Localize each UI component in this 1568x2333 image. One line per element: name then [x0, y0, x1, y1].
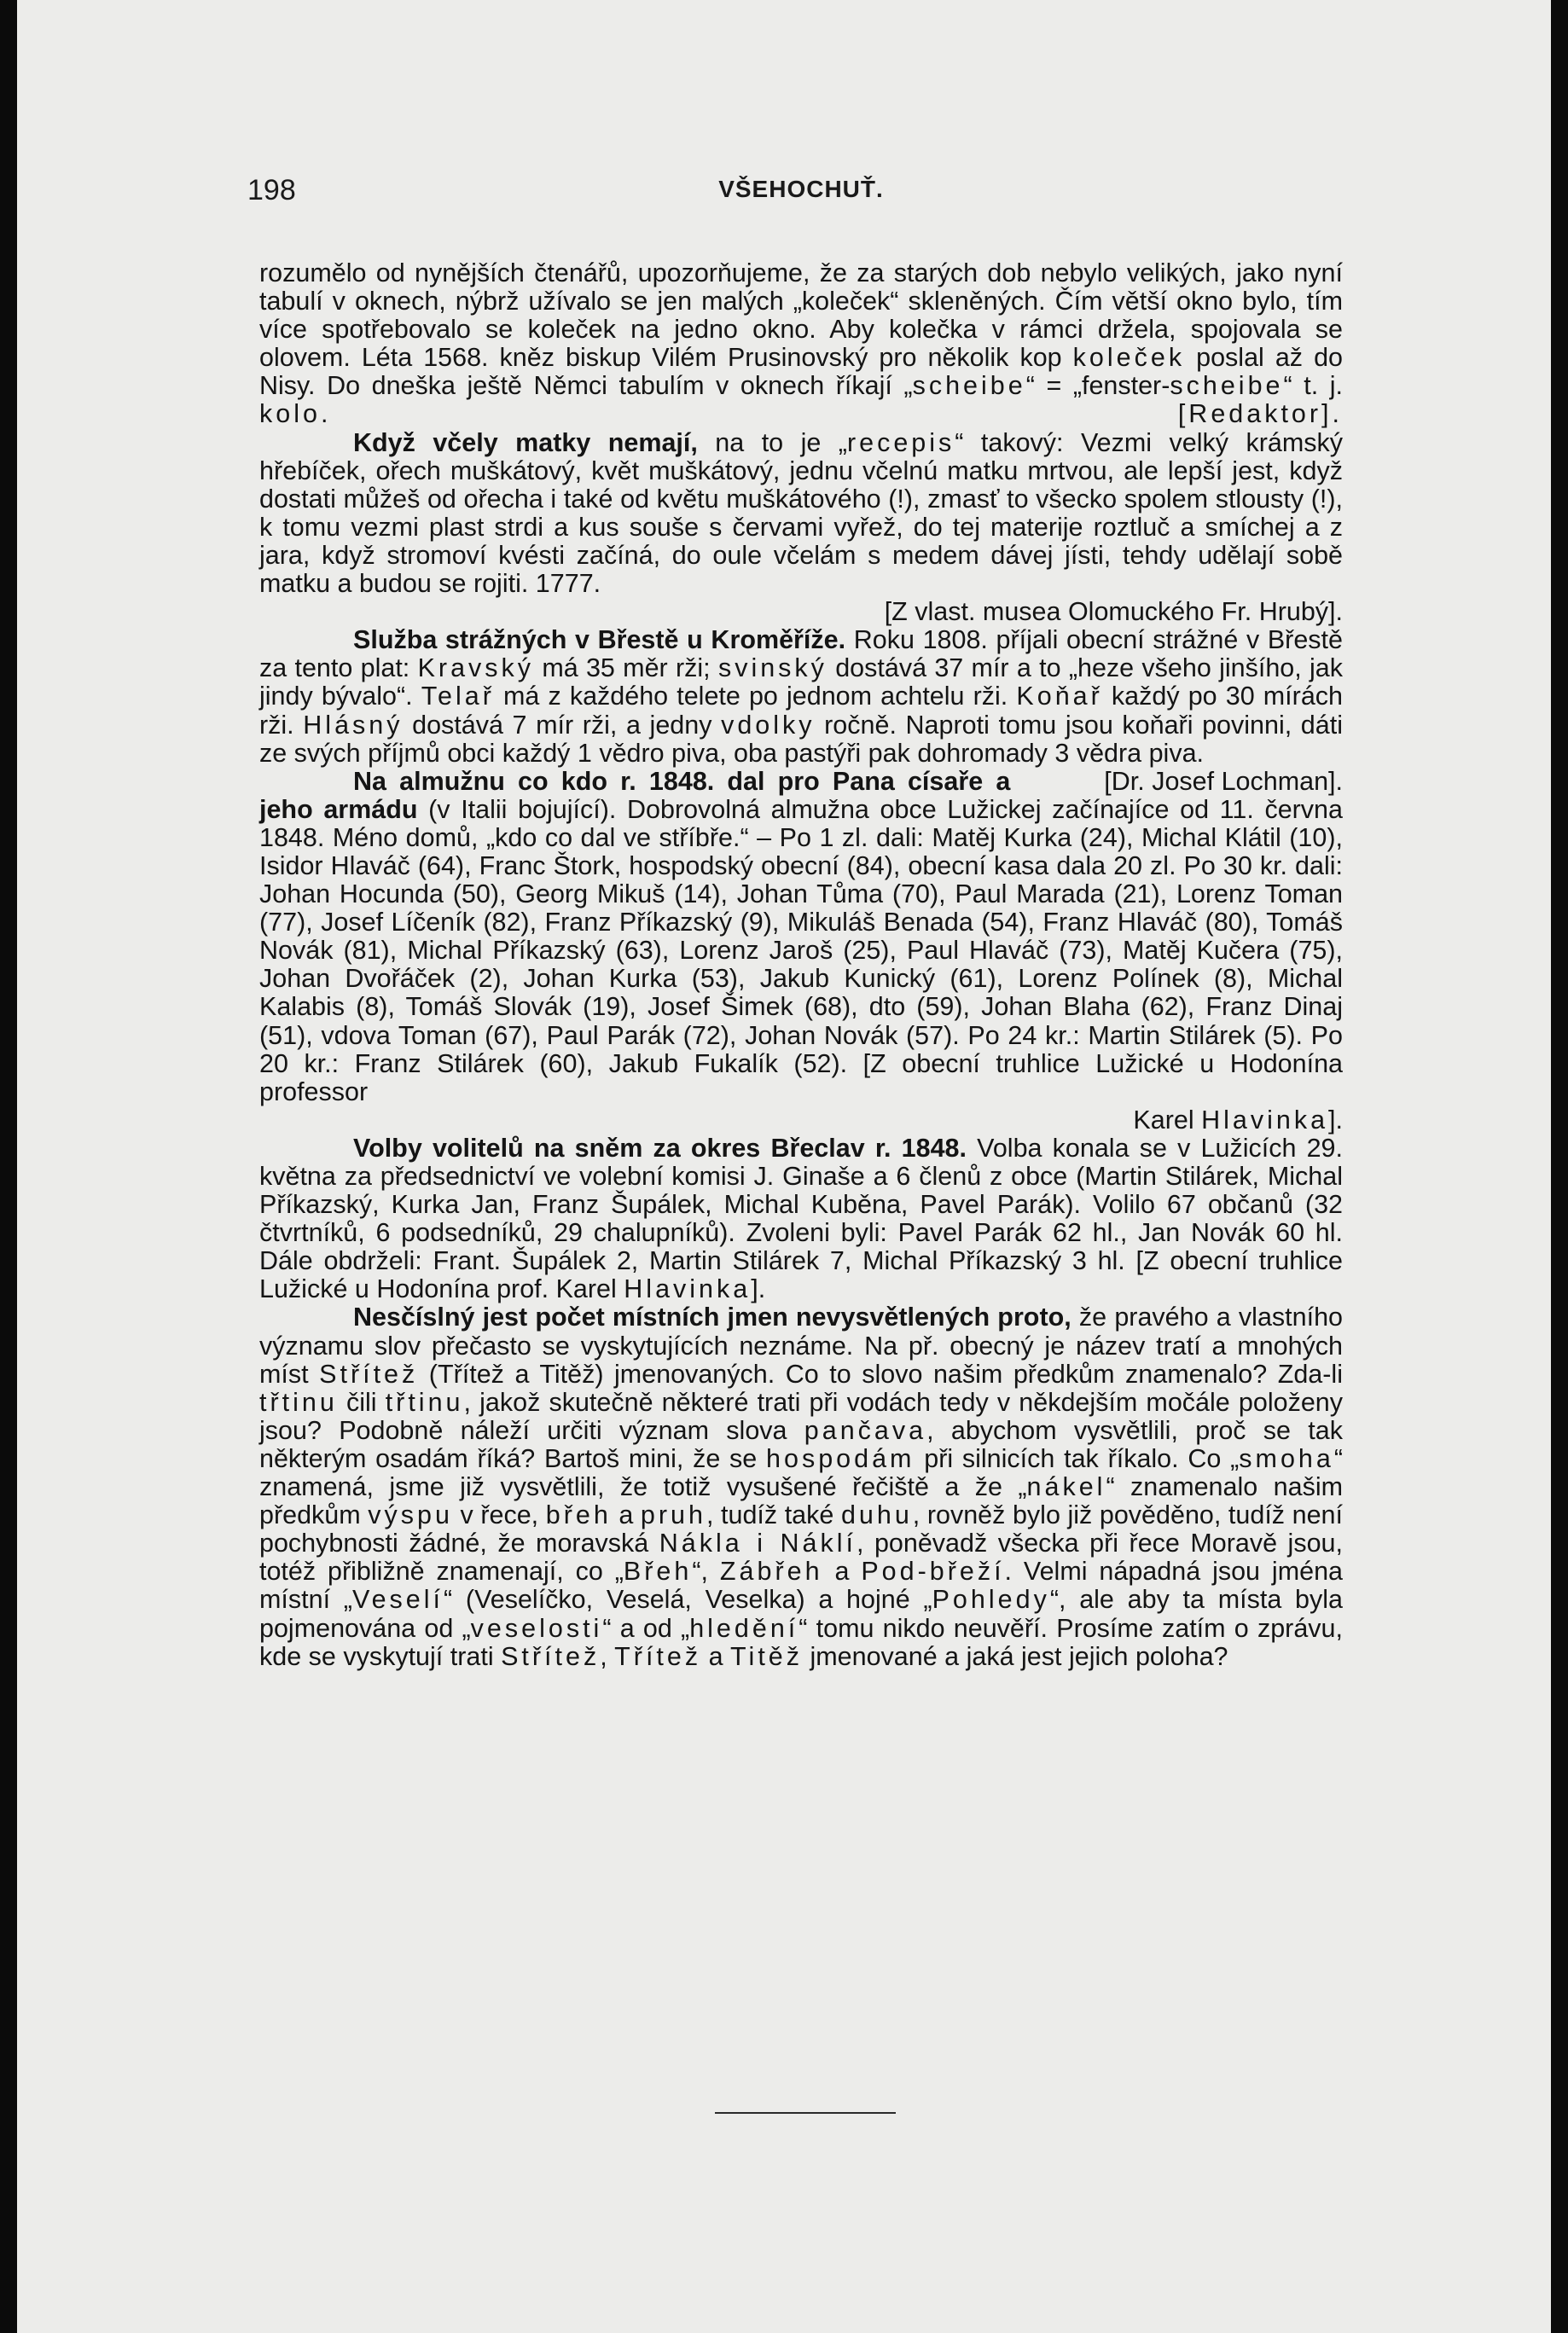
- paragraph-alms: Na almužnu co kdo r. 1848. dal pro Pana císaře a jeho armádu (v Italii bojující). Dobrovolná almužna obce Lužickej začínajíce od 11. června 1848. Méno domů, „kdo co dal ve stříbře.“ – Po 1 zl. dali: Matěj Kurka (24), Michal Klátil (10), Isidor Hlaváč (64), Franc Štork, hospodský obecní (84), obecní kasa dala 20 zl. Po 30 kr. dali: Johan Hocunda (50), Georg Mikuš (14), Johan Tůma (70), Paul Marada (21), Lorenz Toman (77), Josef Líčeník (82), Franz Příkazský (9), Mikuláš Benada (54), Franz Hlaváč (80), Tomáš Novák (81), Michal Příkazský (63), Lorenz Jaroš (25), Paul Hlaváč (73), Matěj Kučera (75), Johan Dvořáček (2), Johan Kurka (53), Jakub Kunický (61), Lorenz Polínek (8), Michal Kalabis (8), Tomáš Slovák (19), Josef Šimek (68), dto (59), Johan Blaha (62), Franz Dinaj (51), vdova Toman (67), Paul Parák (72), Johan Novák (57). Po 24 kr.: Martin Stilárek (5). Po 20 kr.: Franz Stilárek (60), Jakub Fukalík (52). [Z obecní truhlice Lužické u Hodonína professor Karel Hlavinka].: [259, 766, 1343, 1135]
- section-heading: Když včely matky nemají,: [353, 427, 698, 457]
- section-heading: Služba strážných v Břestě u Kroměříže.: [353, 625, 846, 655]
- paragraph-elections: Volby volitelů na sněm za okres Břeclav r. 1848. Volba konala se v Lužicích 29. května za předsednictví ve volební komisi J. Ginaše a 6 členů z obce (Martin Stilárek, Michal Příkazský, Kurka Jan, Franz Šupálek, Michal Kuběna, Pavel Parák). Volilo 67 občanů (32 čtvrtníků, 6 podsedníků, 29 chalupníků). Zvoleni byli: Pavel Parák 62 hl., Jan Novák 60 hl. Dále obdrželi: Frant. Šupálek 2, Martin Stilárek 7, Michal Příkazský 3 hl. [Z obecní truhlice Lužické u Hodonína prof. Karel Hlavinka].: [259, 1133, 1343, 1304]
- section-heading: Volby volitelů na sněm za okres Břeclav r. 1848.: [353, 1133, 967, 1163]
- article-body: [259, 259, 1343, 1671]
- page-header: [247, 167, 1355, 215]
- paragraph-place-names: Nesčíslný jest počet místních jmen nevysvětlených proto, že pravého a vlastního významu slov přečasto se vyskytujících neznáme. Na př. obecný je název tratí a mnohých míst Střítež (Třítež a Titěž) jmenovaných. Co to slovo našim předkům znamenalo? Zda-li třtinu čili třtinu, jakož skutečně některé trati při vodách tedy v někdejším močále položeny jsou? Podobně náleží určiti význam slova pančava, abychom vysvětlili, proč se tak některým osadám říká? Bartoš mini, že se hospodám při silnicích tak říkalo. Co „smoha“ znamená, jsme již vysvětlili, že totiž vysušené řečiště a že „nákel“ znamenalo našim předkům výspu v řece, břeh a pruh, tudíž také duhu, rovněž bylo již pověděno, tudíž není pochybnosti žádné, že moravská Nákla i Náklí, poněvadž všecka při řece Moravě jsou, totéž přibližně znamenají, co „Břeh“, Zábřeh a Pod-břeží. Velmi nápadná jsou jména místní „Veselí“ (Veselíčko, Veselá, Veselka) a hojné „Pohledy“, ale aby ta místa byla pojmenována od „veselosti“ a od „hledění“ tomu nikdo neuvěří. Prosíme zatím o zprávu, kde se vyskytují trati Střítež, Třítež a Titěž jmenované a jaká jest jejich poloha?: [259, 1303, 1344, 1671]
- running-head: VŠEHOCHUŤ.: [718, 176, 884, 202]
- paragraph-windows: rozumělo od nynějších čtenářů, upozorňujeme, že za starých dob nebylo velikých, jako nyní tabulí v oknech, nýbrž užívalo se jen malých „koleček“ skleněných. Čím větší okno bylo, tím více spotřebovalo se koleček na jedno okno. Aby kolečka v rámci držela, spojovala se olovem. Léta 1568. kněz biskup Vilém Prusinovský pro několik kop koleček poslal až do Nisy. Do dneška ještě Němci tabulím v oknech říkají „scheibe“ = „fenster-scheibe“ t. j. kolo. [Redaktor].: [259, 258, 1344, 429]
- paragraph-guards: Služba strážných v Břestě u Kroměříže. Roku 1808. příjali obecní strážné v Břestě za tento plat: Kravský má 35 měr rži; svinský dostává 37 mír a to „heze všeho jinšího, jak jindy bývalo“. Telař má z každého telete po jednom achtelu rži. Koňař každý po 30 mírách rži. Hlásný dostává 7 mír rži, a jedny vdolky ročně. Naproti tomu jsou koňaři povinni, dáti ze svých příjmů obci každý 1 vědro piva, oba pastýři pak dohromady 3 vědra piva. [Dr. Josef Lochman].: [259, 625, 1343, 796]
- signature: Karel Hlavinka].: [1133, 1105, 1343, 1135]
- book-page: [17, 0, 1551, 2333]
- signature: [Z vlast. musea Olomuckého Fr. Hrubý].: [884, 597, 1343, 627]
- section-heading: Na almužnu co kdo r. 1848. dal pro Pana císaře a jeho armádu: [259, 766, 1011, 824]
- signature: [Dr. Josef Lochman].: [1104, 766, 1343, 796]
- end-rule: [715, 2112, 896, 2114]
- paragraph-bees: Když včely matky nemají, na to je „recepis“ takový: Vezmi velký krámský hřebíček, ořech muškátový, květ muškátový, jednu včelnú matku mrtvou, ale lepší jest, když dostati můžeš od ořecha i také od květu muškátového (!), zmasť to všecko spolem stlousty (!), k tomu vezmi plast strdi a kus souše s červami vyřež, do tej materije roztluč a smíchej a z jara, když stromoví kvésti začíná, do oule včelám s medem dávej jísti, tehdy udělají sobě matku a budou se rojiti. 1777. [Z vlast. musea Olomuckého Fr. Hrubý].: [259, 427, 1343, 627]
- signature: [Redaktor].: [1177, 399, 1343, 429]
- page-number: 198: [247, 174, 296, 206]
- section-heading: Nesčíslný jest počet místních jmen nevysvětlených proto,: [353, 1303, 1071, 1332]
